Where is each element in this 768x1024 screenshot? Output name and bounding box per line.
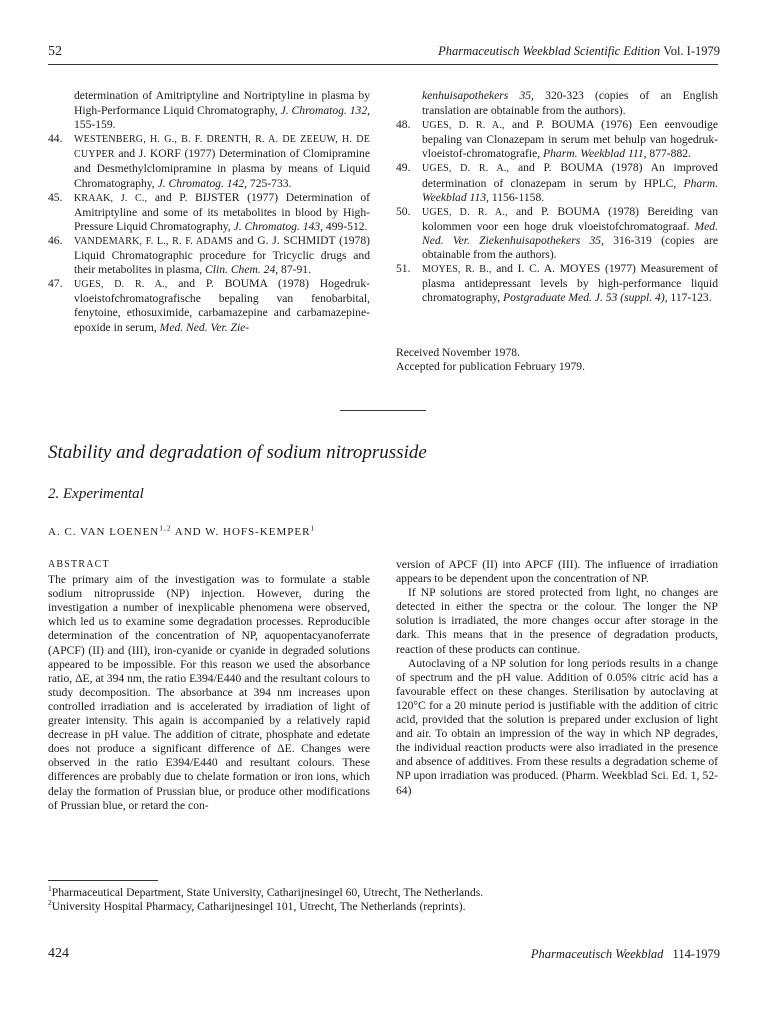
references-left-column (48, 89, 370, 335)
footnote-1 (48, 886, 718, 900)
reference-pages: 316-319 (copies are obtainable from the authors). (422, 233, 718, 262)
reference-text: and G. J. SCHMIDT (1978) Liquid Chromatographic procedure for Tricyclic drugs and their metabolites in plasma, (74, 233, 370, 277)
reference-item (396, 205, 718, 262)
reference-journal: Pharm. Weekblad 111, (543, 147, 647, 161)
reference-pages: 320-323 (copies of an English translation are obtainable from the authors). (422, 89, 719, 118)
reference-journal: Med. Ned. Ver. Ziekenhuisapothekers 35, (422, 219, 718, 247)
footer-journal (531, 947, 720, 962)
reference-journal: Postgraduate Med. J. 53 (suppl. 4), (503, 291, 668, 305)
reference-journal: J. Chromatog. 142, (157, 176, 248, 190)
reference-item (396, 262, 718, 305)
reference-number: 44. (48, 132, 63, 146)
article-subtitle: 2. Experimental (48, 486, 144, 502)
accepted-date: Accepted for publication February 1979. (396, 360, 585, 374)
reference-pages: 725-733. (247, 176, 292, 190)
reference-number: 48. (396, 118, 411, 132)
reference-text: and I. C. A. MOYES (1977) Measurement of plasma antidepressant levels by high-performance liquid chromatography, (422, 262, 718, 305)
abstract-paragraph-continued: version of APCF (II) into APCF (III). The influence of irradiation appears to be dependent upon the concentration of NP. (396, 558, 718, 586)
abstract-left-column (48, 558, 370, 813)
reference-number: 50. (396, 204, 411, 218)
reference-number: 51. (396, 262, 411, 276)
author-conjunction: AND (171, 526, 206, 538)
footnotes (48, 886, 718, 914)
reference-authors: WESTENBERG, H. G., B. F. DRENTH, R. A. DE ZEEUW, H. DE CUYPER (74, 134, 370, 161)
reference-item (48, 132, 370, 190)
reference-authors: UGES, D. R. A., (422, 120, 505, 132)
reference-number: 46. (48, 233, 63, 247)
reference-authors: UGES, D. R. A., (422, 206, 508, 218)
footer-page-number: 424 (48, 946, 69, 961)
abstract-paragraph-3: Autoclaving of a NP solution for long periods results in a change of spectrum and the pH value. Addition of 0.05% citric acid has a favourable effect on these changes. Sterilisation by autoclaving at 120°C for a 20 minute period is justifiable with the addition of citric acid, provided that the solution is prepared under exclusion of light and air. To obtain an impression of the way in which NP degrades, the individual reaction products were also irradiated in the presence and absence of additives. From these results a degradation scheme of NP upon irradiation was produced. (Pharm. Weekblad Sci. Ed. 1, 52-64) (396, 656, 718, 797)
reference-journal: kenhuisapothekers 35, (422, 89, 534, 102)
reference-text: and J. KORF (1977) Determination of Clomipramine and Desmethylclomipramine in plasma by means of Liquid Chromatography, (74, 147, 370, 190)
received-date: Received November 1978. (396, 346, 520, 359)
footer-journal-name: Pharmaceutisch Weekblad (530, 947, 664, 961)
article-title: Stability and degradation of sodium nitroprusside (48, 442, 427, 463)
reference-authors: UGES, D. R. A., (74, 279, 168, 291)
reference-text: and P. BOUMA (1976) Een eenvoudige bepaling van Clonazepam in serum met behulp van hogedruk-vloeistof-chromatografie, (422, 118, 718, 161)
reference-authors: MOYES, R. B., (422, 264, 492, 276)
reference-authors: UGES, D. R. A., (422, 163, 510, 175)
reference-number: 45. (48, 190, 63, 204)
reference-text: determination of Amitriptyline and Nortriptyline in plasma by High-Performance Liquid Chromatography, (74, 89, 370, 118)
header-journal-title (438, 44, 720, 59)
author-1-affiliation: 1,2 (159, 523, 172, 533)
article-separator (340, 410, 426, 411)
header-page-number: 52 (48, 44, 62, 59)
reference-item (396, 161, 718, 204)
reference-journal: Pharm. Weekblad 113, (422, 176, 718, 204)
reference-journal: J. Chromatog. 132, (280, 104, 371, 118)
reference-journal: J. Chromatog. 143, (233, 219, 324, 233)
author-2: W. HOFS-KEMPER (205, 526, 311, 538)
header-rule (48, 64, 718, 65)
reference-item (48, 277, 370, 334)
footnote-2 (48, 900, 718, 914)
reference-item (396, 89, 718, 118)
abstract-right-column (396, 558, 718, 798)
reference-text: and P. BIJSTER (1977) Determination of Amitriptyline and some of its metabolites in blood by High-Pressure Liquid Chromatography, (74, 190, 370, 233)
submission-dates (396, 346, 718, 374)
reference-number: 49. (396, 161, 411, 175)
footnote-2-text: University Hospital Pharmacy, Catharijnesingel 101, Utrecht, The Netherlands (reprints). (51, 900, 466, 913)
references-right-column (396, 89, 718, 305)
reference-pages: 499-512. (323, 219, 368, 233)
reference-item (48, 191, 370, 234)
reference-pages: 117-123. (667, 291, 712, 305)
header-journal-name: Pharmaceutisch Weekblad Scientific Edition (438, 44, 661, 58)
author-2-affiliation: 1 (310, 523, 316, 533)
reference-journal: Med. Ned. Ver. Zie- (159, 320, 250, 334)
reference-pages: 1156-1158. (488, 190, 545, 204)
reference-number: 47. (48, 277, 63, 291)
footnote-rule (48, 880, 158, 881)
reference-journal: Clin. Chem. 24, (205, 263, 279, 277)
footnote-1-text: Pharmaceutical Department, State University, Catharijnesingel 60, Utrecht, The Netherlands. (51, 886, 484, 899)
article-authors (48, 523, 316, 538)
reference-text: and P. BOUMA (1978) An improved determination of clonazepam in serum by HPLC, (422, 161, 718, 190)
footer-issue: 114-1979 (672, 947, 720, 961)
footnote-2-mark: 2 (48, 898, 52, 908)
header-volume: Vol. I-1979 (663, 44, 720, 58)
abstract-paragraph-1: The primary aim of the investigation was to formulate a stable sodium nitroprusside (NP) injection. However, during the investigation a number of inexplicable phenomena were observed, which led us to examine some degradation processes. Reproducible determination of the concentration of NP, aquopentacyanoferrate (APCF) (II) and (III), iron-cyanide or cyanide in degraded solutions appeared to be impossible. For this reason we used the absorbance ratio, ΔE, at 394 nm, the ratio E394/E440 and the resultant colours to study decomposition. The absorbance at 394 nm increases upon controlled irradiation and is accelerated by irradiation of light of greater intensity. This again is accompanied by a relatively rapid decrease in pH value. The addition of citrate, phosphate and edetate does not produce a significant difference of ΔE. Changes were observed in the ratio E394/E440 and resultant colours. These differences are probably due to chelate formation or iron ions, which delay the formation of Prussian blue, or produce other modifications of Prussian blue, or retard the con- (48, 573, 370, 812)
reference-pages: 155-159. (74, 118, 116, 132)
abstract-paragraph-2: If NP solutions are stored protected from light, no changes are detected in either the spectra or the colour. The longer the NP solution is irradiated, the more changes occur after storage in the dark. This means that in the presence of degradation products, reaction of these products can continue. (396, 586, 718, 656)
reference-authors: KRAAK, J. C., (74, 192, 148, 204)
abstract-heading: ABSTRACT (48, 559, 110, 570)
reference-text: and P. BOUMA (1978) Bereiding van kolommen voor een hoge druk vloeistofchromatograaf. (422, 204, 718, 233)
footnote-1-mark: 1 (48, 884, 52, 894)
reference-authors: VANDEMARK, F. L., R. F. ADAMS (74, 235, 234, 247)
reference-text: and P. BOUMA (1978) Hogedruk-vloeistofchromatografische bepaling van fenobarbital, fenytoine, ethosuximide, carbamazepine and carbamazepine-epoxide in serum, (74, 277, 370, 334)
reference-pages: 87-91. (278, 263, 312, 277)
reference-item (48, 234, 370, 277)
reference-pages: 877-882. (646, 147, 691, 161)
reference-item (396, 118, 718, 161)
reference-item (48, 89, 370, 132)
author-1: A. C. VAN LOENEN (48, 526, 160, 538)
